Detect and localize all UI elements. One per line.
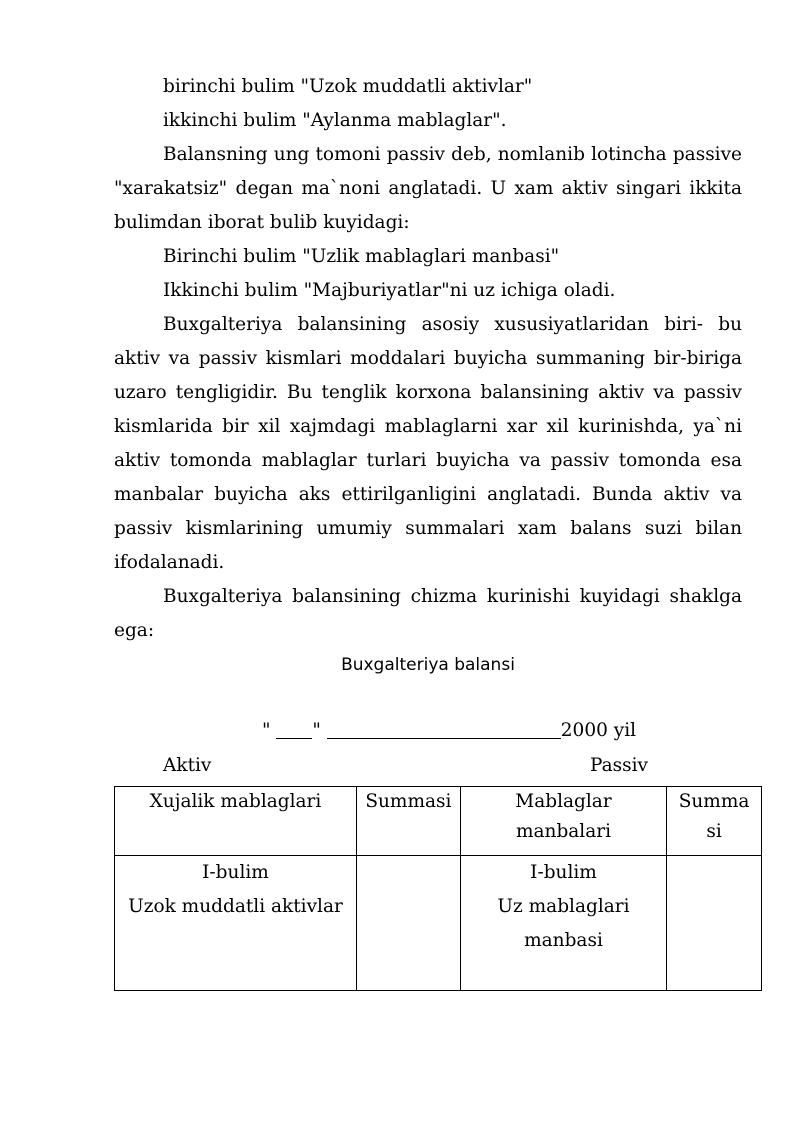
balance-table — [114, 786, 762, 991]
header-cell: Summa si — [667, 787, 762, 856]
cell-line: I-bulim — [530, 862, 597, 883]
aktiv-label: Aktiv — [163, 755, 212, 776]
month-blank — [327, 720, 561, 739]
cell-line: Uzok muddatli aktivlar — [128, 896, 343, 917]
document-body — [114, 70, 742, 682]
date-open-quote: " — [262, 720, 277, 741]
passiv-section-cell — [460, 856, 666, 991]
day-blank — [276, 720, 312, 739]
cell-line: Uz mablaglari manbasi — [497, 896, 630, 951]
table-header-row — [115, 787, 762, 856]
table-title: Buxgalteriya balansi — [341, 655, 515, 675]
paragraph: birinchi bulim "Uzok muddatli aktivlar" — [163, 76, 533, 97]
passiv-sum-cell — [667, 856, 762, 991]
balance-sides — [114, 751, 762, 781]
passiv-label: Passiv — [590, 755, 649, 776]
paragraph: Buxgalteriya balansining asosiy xususiyatlaridan biri- bu aktiv va passiv kismlari moddalari buyicha summaning bir-biriga uzaro tengligidir. Bu tenglik korxona balansining aktiv va passiv kismlarida bir xil xajmdagi mablaglarni xar xil kurinishda, ya`ni aktiv tomonda mablaglar turlari buyicha va passiv tomonda esa manbalar buyicha aks ettirilganligini anglatadi. Bunda aktiv va passiv kismlarining umumiy summalari xam balans suzi bilan ifodalanadi. — [114, 314, 742, 573]
paragraph: ikkinchi bulim "Aylanma mablaglar". — [163, 110, 507, 131]
aktiv-section-cell — [115, 856, 357, 991]
date-mid-quote: " — [312, 720, 327, 741]
header-cell: Mablaglar manbalari — [460, 787, 666, 856]
aktiv-sum-cell — [356, 856, 460, 991]
cell-line: I-bulim — [202, 862, 269, 883]
paragraph: Buxgalteriya balansining chizma kurinishi kuyidagi shaklga ega: — [114, 586, 742, 641]
table-row — [115, 856, 762, 991]
date-line — [262, 716, 636, 746]
paragraph: Balansning ung tomoni passiv deb, nomlanib lotincha passive "xarakatsiz" degan ma`noni anglatadi. U xam aktiv singari ikkita bulimdan iborat bulib kuyidagi: — [114, 144, 742, 233]
paragraph: Ikkinchi bulim "Majburiyatlar"ni uz ichiga oladi. — [163, 280, 616, 301]
header-cell: Xujalik mablaglari — [115, 787, 357, 856]
date-year: 2000 yil — [560, 720, 637, 741]
header-cell: Summasi — [356, 787, 460, 856]
paragraph: Birinchi bulim "Uzlik mablaglari manbasi" — [163, 246, 560, 267]
